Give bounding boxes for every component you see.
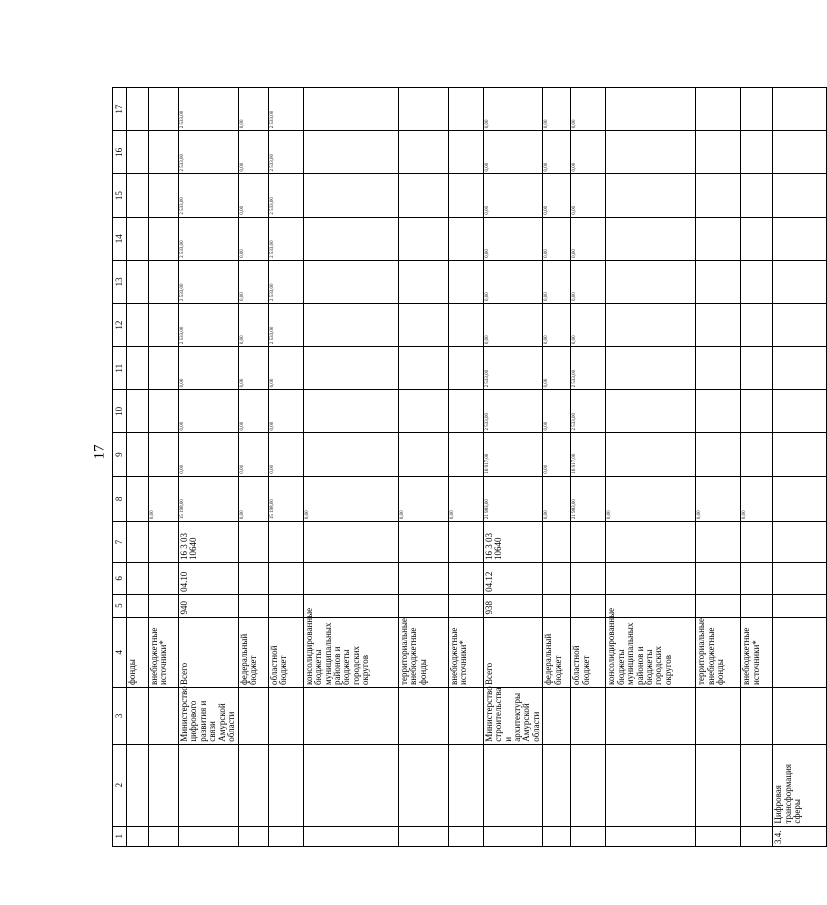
table-cell [773,347,827,390]
table-cell: 0,00 [483,260,543,303]
table-cell: 0,00 [543,217,571,260]
table-cell [741,303,773,346]
table-cell [303,563,398,595]
table-cell: 04.10 [179,563,239,595]
table-cell: 10 [113,390,127,433]
table-cell: 0,00 [571,88,606,131]
table-cell: 6 [113,563,127,595]
table-cell: 2 533,00 [179,174,239,217]
table-cell: 2 533,00 [268,131,303,174]
table-cell [398,522,448,563]
table-cell [606,131,696,174]
table-cell: 5 [113,594,127,617]
table-cell: 0,00 [543,131,571,174]
table-cell: 0,00 [238,476,268,521]
table-cell [149,131,179,174]
table-cell: 0,00 [268,347,303,390]
table-cell [398,687,448,744]
table-cell [303,744,398,826]
table-cell: 1 [113,826,127,846]
table-cell [571,744,606,826]
table-cell: 17 [113,88,127,131]
table-cell: 13 [113,260,127,303]
table-cell: 0,00 [448,476,483,521]
table-cell: 16 917,00 [571,433,606,476]
table-cell: 0,00 [571,174,606,217]
table-cell [398,594,448,617]
rotated-table-container [112,87,803,847]
table-cell: федеральный бюджет [543,617,571,687]
table-cell: 0,00 [483,174,543,217]
table-cell: 0,00 [483,88,543,131]
table-cell [149,433,179,476]
table-cell: 0,00 [238,390,268,433]
table-cell [268,594,303,617]
table-cell [773,563,827,595]
table-cell: 0,00 [238,88,268,131]
table-cell [127,131,149,174]
table-cell [398,433,448,476]
table-cell [448,522,483,563]
table-cell: 14 [113,217,127,260]
table-cell [606,303,696,346]
table-row [696,88,741,847]
table-cell [696,744,741,826]
table-cell [127,303,149,346]
table-cell [303,826,398,846]
table-row [571,88,606,847]
table-cell: 0,00 [179,347,239,390]
table-cell [127,433,149,476]
table-cell: 0,00 [543,476,571,521]
table-cell [773,131,827,174]
table-cell [127,88,149,131]
table-cell [268,522,303,563]
table-cell [741,687,773,744]
table-row [238,88,268,847]
table-cell [696,390,741,433]
table-cell: 0,00 [543,347,571,390]
table-cell: 16 3 03 10640 [179,522,239,563]
table-cell [543,687,571,744]
table-cell: 0,00 [606,476,696,521]
table-cell: 2 533,00 [571,390,606,433]
table-cell: 3.4. [773,826,827,846]
table-cell [398,88,448,131]
table-cell [127,260,149,303]
table-cell [543,744,571,826]
table-cell: 0,00 [696,476,741,521]
table-cell [149,744,179,826]
table-cell [543,563,571,595]
table-cell [696,347,741,390]
table-cell [606,522,696,563]
table-cell: 9 [113,433,127,476]
table-cell [606,563,696,595]
table-cell: 0,00 [238,131,268,174]
header-row [113,88,127,847]
table-cell: территориальные внебюджетные фонды [398,617,448,687]
table-cell [606,826,696,846]
table-cell [773,522,827,563]
table-cell [303,88,398,131]
table-cell [127,687,149,744]
table-row [303,88,398,847]
table-cell [303,522,398,563]
table-cell [303,433,398,476]
table-cell [303,687,398,744]
table-cell [571,563,606,595]
table-cell [303,594,398,617]
table-cell [773,217,827,260]
table-cell [571,826,606,846]
table-cell [398,303,448,346]
table-cell: внебюджетные источники* [448,617,483,687]
table-cell [448,390,483,433]
table-cell [741,563,773,595]
table-cell [696,563,741,595]
table-cell [303,303,398,346]
table-cell [238,522,268,563]
table-cell: 0,00 [543,390,571,433]
table-cell: 0,00 [398,476,448,521]
table-cell [606,88,696,131]
table-cell [741,390,773,433]
table-cell [448,744,483,826]
table-row [268,88,303,847]
table-cell [741,174,773,217]
table-cell [741,826,773,846]
table-cell [303,131,398,174]
table-cell [606,260,696,303]
table-cell: 4 [113,617,127,687]
table-cell: консолидированные бюджеты муниципальных районов и бюджеты городских округов [606,617,696,687]
table-cell: Министерство строительства и архитектуры Амурской области [483,687,543,744]
table-cell [571,522,606,563]
table-cell: территориальные внебюджетные фонды [696,617,741,687]
table-row [741,88,773,847]
table-cell: 04.12 [483,563,543,595]
table-cell [696,433,741,476]
table-cell: 0,00 [741,476,773,521]
table-cell [149,174,179,217]
table-cell [238,563,268,595]
table-cell [127,347,149,390]
table-cell: 8 [113,476,127,521]
table-cell [773,88,827,131]
table-cell [741,217,773,260]
table-cell: 2 533,00 [179,303,239,346]
table-cell: 2 533,00 [179,260,239,303]
table-cell: 0,00 [571,217,606,260]
table-cell: 0,00 [268,433,303,476]
table-cell [741,744,773,826]
table-cell [398,744,448,826]
table-cell [398,390,448,433]
table-cell [238,594,268,617]
table-cell [127,826,149,846]
table-cell [606,687,696,744]
table-cell [398,347,448,390]
table-cell [149,347,179,390]
table-cell: 940 [179,594,239,617]
table-cell [741,594,773,617]
table-cell [448,826,483,846]
table-cell [606,347,696,390]
table-cell: 0,00 [238,433,268,476]
table-cell: 0,00 [483,217,543,260]
table-cell [773,476,827,521]
table-cell: 2 533,00 [179,131,239,174]
table-cell: 15 198,00 [268,476,303,521]
table-cell [398,563,448,595]
table-cell [773,433,827,476]
table-cell [448,563,483,595]
table-cell: Всего [179,617,239,687]
table-cell: Цифровая трансформация сферы [773,744,827,826]
table-cell [448,260,483,303]
table-cell [606,744,696,826]
table-cell: 0,00 [571,303,606,346]
table-cell [398,260,448,303]
table-cell: областной бюджет [268,617,303,687]
table-cell [696,260,741,303]
table-cell [398,131,448,174]
table-cell [483,744,543,826]
table-cell: 0,00 [543,303,571,346]
table-cell [303,260,398,303]
table-cell: 16 [113,131,127,174]
table-cell: 0,00 [303,476,398,521]
table-cell: 2 [113,744,127,826]
table-cell [741,88,773,131]
table-cell: 0,00 [543,88,571,131]
table-cell [773,260,827,303]
table-cell [696,217,741,260]
table-row [773,88,827,847]
table-cell [773,174,827,217]
table-cell: 2 533,00 [483,390,543,433]
table-cell: 0,00 [571,260,606,303]
table-cell [268,563,303,595]
table-row [606,88,696,847]
table-cell: 15 198,00 [179,476,239,521]
table-cell: 0,00 [238,347,268,390]
table-cell [149,390,179,433]
table-cell: внебюджетные источники* [741,617,773,687]
table-cell [149,826,179,846]
table-cell [127,563,149,595]
table-cell [483,826,543,846]
table-cell [127,522,149,563]
table-cell: 0,00 [179,433,239,476]
table-cell [149,88,179,131]
table-cell: фонды [127,617,149,687]
table-cell: 0,00 [238,174,268,217]
table-cell: 2 533,00 [268,174,303,217]
table-cell [773,687,827,744]
table-cell: 16 917,00 [483,433,543,476]
table-cell: внебюджетные источники* [149,617,179,687]
table-cell: 0,00 [149,476,179,521]
table-cell [448,687,483,744]
table-cell [606,594,696,617]
table-row [179,88,239,847]
table-cell: 2 533,00 [179,217,239,260]
table-cell [696,88,741,131]
table-cell [741,347,773,390]
table-cell: 0,00 [543,260,571,303]
table-cell [448,433,483,476]
table-cell [149,522,179,563]
table-cell: 2 533,00 [268,260,303,303]
table-cell [268,744,303,826]
table-cell [179,826,239,846]
table-cell [741,522,773,563]
table-cell: 0,00 [543,433,571,476]
table-cell: 0,00 [268,390,303,433]
table-cell [741,131,773,174]
table-cell [773,303,827,346]
table-cell [543,594,571,617]
table-cell [398,826,448,846]
table-cell [398,217,448,260]
table-row [448,88,483,847]
table-cell [696,826,741,846]
table-cell: 21 983,00 [483,476,543,521]
table-cell: 2 533,00 [179,88,239,131]
table-cell [571,687,606,744]
table-cell [303,347,398,390]
table-cell [238,826,268,846]
table-cell: 2 533,00 [483,347,543,390]
table-cell [127,744,149,826]
budget-table [112,87,827,847]
table-cell [448,217,483,260]
table-cell [127,217,149,260]
table-cell [149,563,179,595]
table-cell [448,88,483,131]
table-cell [448,303,483,346]
table-cell [606,390,696,433]
table-cell [127,594,149,617]
table-cell [773,617,827,687]
table-cell: 2 533,00 [268,303,303,346]
table-cell [303,174,398,217]
table-cell [127,390,149,433]
table-cell: 0,00 [483,131,543,174]
table-cell [398,174,448,217]
table-cell [149,687,179,744]
table-cell: 7 [113,522,127,563]
table-cell: 0,00 [238,303,268,346]
table-cell [149,303,179,346]
table-cell [571,594,606,617]
table-cell: 0,00 [238,260,268,303]
table-cell [149,217,179,260]
table-cell [179,744,239,826]
table-cell: 11 [113,347,127,390]
table-cell [268,687,303,744]
table-cell [741,260,773,303]
table-row [543,88,571,847]
table-cell: 0,00 [483,303,543,346]
table-cell: Всего [483,617,543,687]
table-cell [696,174,741,217]
table-cell [448,347,483,390]
table-cell: 2 533,00 [268,88,303,131]
table-cell [696,522,741,563]
table-cell: 0,00 [571,131,606,174]
table-cell [543,522,571,563]
table-cell: 2 533,00 [571,347,606,390]
table-cell [696,303,741,346]
table-cell: 12 [113,303,127,346]
table-cell [448,131,483,174]
table-cell [606,433,696,476]
table-cell [448,594,483,617]
table-cell: 21 983,00 [571,476,606,521]
table-cell [606,174,696,217]
table-cell: 0,00 [543,174,571,217]
table-cell: областной бюджет [571,617,606,687]
table-cell: 16 3 03 10640 [483,522,543,563]
table-cell [543,826,571,846]
table-cell: 0,00 [179,390,239,433]
table-row [149,88,179,847]
table-cell [606,217,696,260]
table-cell: Министерство цифрового развития и связи Амурской области [179,687,239,744]
table-cell: 2 533,00 [268,217,303,260]
table-cell: 938 [483,594,543,617]
table-cell [696,131,741,174]
table-cell [303,217,398,260]
table-cell [696,687,741,744]
table-row [127,88,149,847]
page-number: 17 [91,444,108,460]
table-cell: федеральный бюджет [238,617,268,687]
table-cell [741,433,773,476]
table-cell [149,594,179,617]
table-cell [448,174,483,217]
table-cell [268,826,303,846]
table-cell [773,594,827,617]
table-cell [238,687,268,744]
table-row [398,88,448,847]
table-cell [696,594,741,617]
table-row [483,88,543,847]
table-cell [238,744,268,826]
table-cell: 3 [113,687,127,744]
table-cell [149,260,179,303]
table-cell: 15 [113,174,127,217]
table-cell [303,390,398,433]
table-cell [127,174,149,217]
table-cell: консолидированные бюджеты муниципальных районов и бюджеты городских округов [303,617,398,687]
table-cell [127,476,149,521]
table-cell [773,390,827,433]
table-cell: 0,00 [238,217,268,260]
